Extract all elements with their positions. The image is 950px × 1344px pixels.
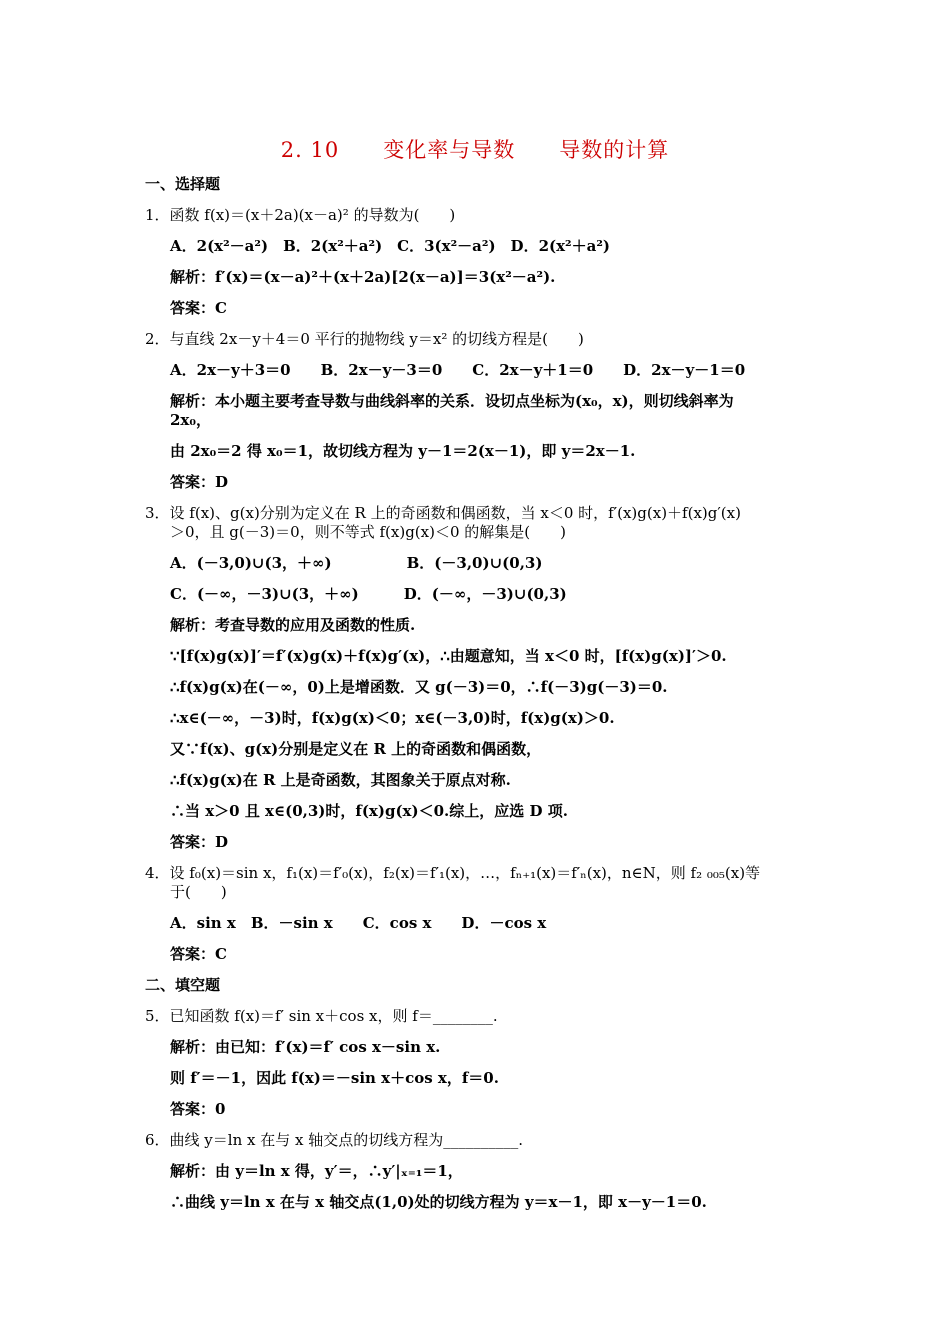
text-line-q2j1: 解析：本小题主要考查导数与曲线斜率的关系．设切点坐标为(x₀，x)，则切线斜率为 — [170, 392, 734, 410]
text-line-q6j2: ∴曲线 y＝ln x 在与 x 轴交点(1,0)处的切线方程为 y＝x－1，即 x－y－1＝0. — [170, 1193, 707, 1211]
text-line-q3j4: ∴x∈(－∞，－3)时，f(x)g(x)＜0；x∈(－3,0)时，f(x)g(x)＞0. — [170, 709, 615, 727]
text-line-q6j1: 解析：由 y＝ln x 得，y′＝，∴y′|ₓ₌₁＝1， — [170, 1162, 463, 1180]
text-line-q3j5: 又∵f(x)、g(x)分别是定义在 R 上的奇函数和偶函数， — [170, 740, 542, 758]
text-line-q5j1: 解析：由已知：f′(x)＝f′ cos x－sin x. — [170, 1038, 441, 1056]
text-line-s2: 二、填空题 — [145, 976, 221, 994]
text-line-q2j3: 由 2x₀＝2 得 x₀＝1，故切线方程为 y－1＝2(x－1)，即 y＝2x－1. — [170, 442, 636, 460]
text-line-q1a: 答案：C — [170, 299, 227, 317]
text-line-q1o: A．2(x²－a²) B．2(x²＋a²) C．3(x²－a²) D．2(x²＋a²) — [170, 237, 610, 255]
text-line-q2o: A．2x－y＋3＝0 B．2x－y－3＝0 C．2x－y＋1＝0 D．2x－y－1＝0 — [170, 361, 746, 379]
text-line-q2j2: 2x₀， — [170, 411, 211, 429]
text-line-q2a: 答案：D — [170, 473, 229, 491]
text-line-q1j: 解析：f′(x)＝(x－a)²＋(x＋2a)[2(x－a)]＝3(x²－a²). — [170, 268, 556, 286]
text-line-q4a2: 答案：C — [170, 945, 227, 963]
text-line-q3b: ＞0，且 g(－3)＝0，则不等式 f(x)g(x)＜0 的解集是( ) — [170, 523, 566, 541]
text-line-q3o1: A．(－3,0)∪(3，＋∞) B．(－3,0)∪(0,3) — [170, 554, 543, 572]
text-line-q4a: 4．设 f₀(x)＝sin x，f₁(x)＝f′₀(x)，f₂(x)＝f′₁(x)，…，fₙ₊₁(x)＝f′ₙ(x)，n∈N，则 f₂ ₀₀₅(x)等 — [145, 864, 761, 882]
text-line-q6: 6．曲线 y＝ln x 在与 x 轴交点的切线方程为__________. — [145, 1131, 524, 1149]
text-line-s1: 一、选择题 — [145, 175, 221, 193]
text-line-q3j1: 解析：考查导数的应用及函数的性质. — [170, 616, 416, 634]
text-line-q3a: 3．设 f(x)、g(x)分别为定义在 R 上的奇函数和偶函数，当 x＜0 时，f′(x)g(x)＋f(x)g′(x) — [145, 504, 741, 522]
text-line-q5: 5．已知函数 f(x)＝f′ sin x＋cos x，则 f＝________. — [145, 1007, 498, 1025]
text-line-q3a2: 答案：D — [170, 833, 229, 851]
text-line-q5j2: 则 f′＝－1，因此 f(x)＝－sin x＋cos x，f＝0. — [170, 1069, 499, 1087]
text-line-q4o: A．sin x B．－sin x C．cos x D．－cos x — [170, 914, 547, 932]
document-title: 2. 10 变化率与导数 导数的计算 — [280, 138, 670, 162]
text-line-q3j7: ∴当 x＞0 且 x∈(0,3)时，f(x)g(x)＜0.综上，应选 D 项. — [170, 802, 568, 820]
text-line-q1: 1．函数 f(x)＝(x＋2a)(x－a)² 的导数为( ) — [145, 206, 456, 224]
text-line-q3j3: ∴f(x)g(x)在(－∞，0)上是增函数．又 g(－3)＝0，∴f(－3)g(－3)＝0. — [170, 678, 668, 696]
text-line-q3j2: ∵[f(x)g(x)]′＝f′(x)g(x)＋f(x)g′(x)，∴由题意知，当 x＜0 时，[f(x)g(x)]′＞0. — [170, 647, 727, 665]
text-line-q5a: 答案：0 — [170, 1100, 226, 1118]
text-line-q3o2: C．(－∞，－3)∪(3，＋∞) D．(－∞，－3)∪(0,3) — [170, 585, 567, 603]
text-line-q2: 2．与直线 2x－y＋4＝0 平行的抛物线 y＝x² 的切线方程是( ) — [145, 330, 584, 348]
text-line-q4b: 于( ) — [170, 883, 227, 901]
text-line-q3j6: ∴f(x)g(x)在 R 上是奇函数，其图象关于原点对称. — [170, 771, 511, 789]
